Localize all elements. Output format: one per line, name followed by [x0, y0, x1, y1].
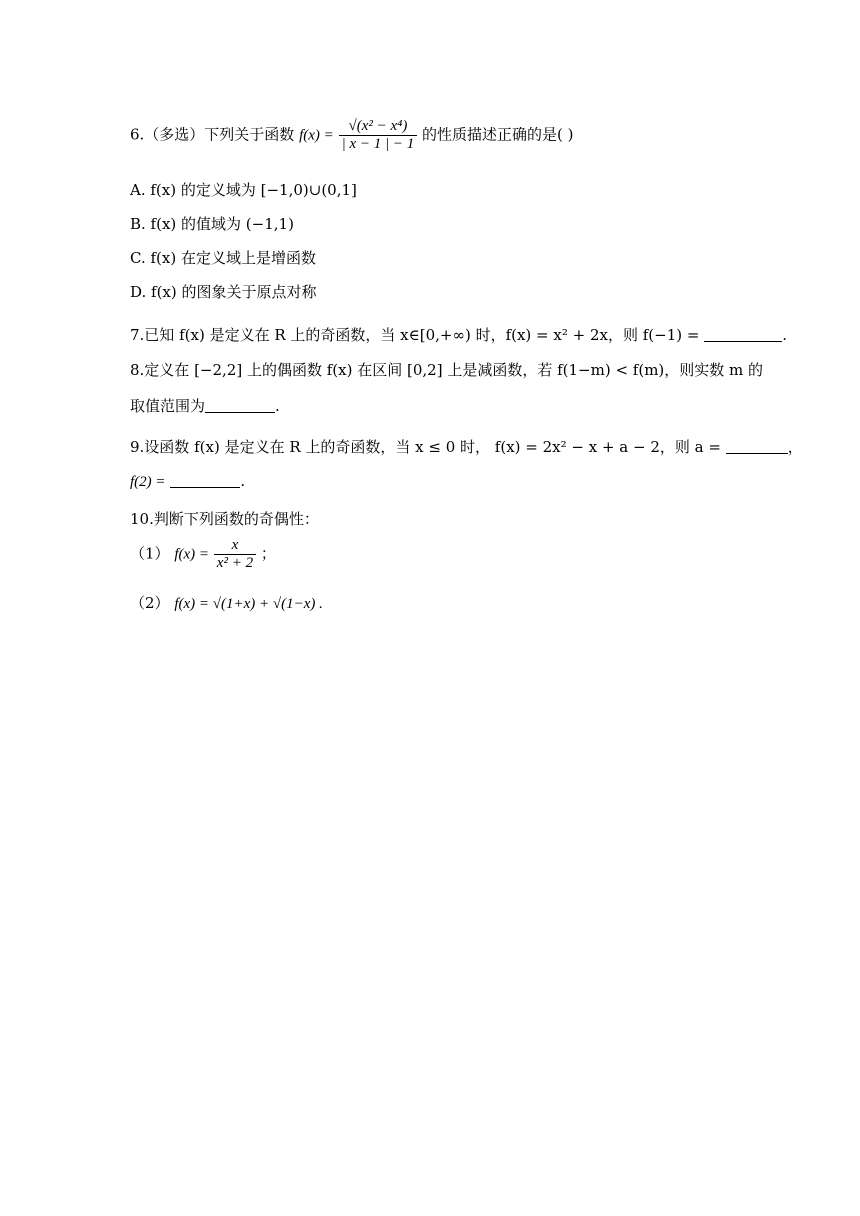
question-8-line-2 — [130, 395, 280, 416]
q10-p1-end: ； — [260, 544, 276, 563]
question-7 — [130, 324, 787, 345]
q10-p1-numerator: x — [214, 537, 256, 555]
q6-function-label: f(x) = — [299, 127, 334, 144]
q9-sep: ， — [787, 438, 803, 456]
q10-p2-expression: f(x) = √(1+x) + √(1−x) . — [174, 596, 323, 612]
q6-prefix: 6.（多选）下列关于函数 — [130, 125, 295, 144]
question-8-line-1: 8.定义在 [−2,2] 上的偶函数 f(x) 在区间 [0,2] 上是减函数，若 f(1−m) < f(m)，则实数 m 的 — [130, 361, 764, 379]
question-10-part-1 — [130, 537, 276, 572]
q6-option-d: D. f(x) 的图象关于原点对称 — [130, 283, 317, 301]
q10-p1-fraction — [214, 537, 256, 572]
q6-fraction-denominator: | x − 1 | − 1 — [341, 136, 415, 152]
q9-f2-blank[interactable] — [170, 473, 240, 488]
question-10-part-2 — [130, 592, 323, 613]
question-9-line-2 — [130, 472, 245, 491]
q10-p1-denominator: x² + 2 — [216, 555, 254, 571]
q9-f2-label: f(2) = — [130, 474, 166, 490]
q9-end: . — [240, 472, 246, 490]
q6-suffix: 的性质描述正确的是( ) — [422, 125, 574, 144]
q7-end: . — [782, 326, 788, 344]
q6-option-b: B. f(x) 的值域为 (−1,1) — [130, 215, 294, 233]
q8-answer-blank[interactable] — [205, 398, 275, 413]
q7-text: 7.已知 f(x) 是定义在 R 上的奇函数，当 x∈[0,+∞) 时，f(x) = x² + 2x，则 f(−1) = — [130, 326, 700, 344]
q9-a-blank[interactable] — [726, 439, 788, 454]
q10-p1-function-label: f(x) = — [174, 546, 210, 563]
q9-text: 9.设函数 f(x) 是定义在 R 上的奇函数，当 x ≤ 0 时， f(x) = 2x² − x + a − 2，则 a = — [130, 438, 721, 456]
q8-prompt: 取值范围为 — [130, 397, 206, 415]
q6-option-c: C. f(x) 在定义域上是增函数 — [130, 249, 316, 267]
q6-option-a: A. f(x) 的定义域为 [−1,0)∪(0,1] — [130, 181, 357, 199]
q7-answer-blank[interactable] — [704, 327, 782, 342]
question-6-stem — [130, 118, 574, 153]
q10-p2-label: （2） — [130, 594, 170, 612]
q6-fraction — [339, 118, 418, 153]
q8-end: . — [275, 397, 280, 415]
q10-p1-label: （1） — [130, 544, 170, 563]
question-10-title: 10.判断下列函数的奇偶性： — [130, 510, 319, 528]
q6-fraction-numerator: √(x² − x⁴) — [339, 118, 418, 136]
question-9-line-1 — [130, 436, 803, 457]
